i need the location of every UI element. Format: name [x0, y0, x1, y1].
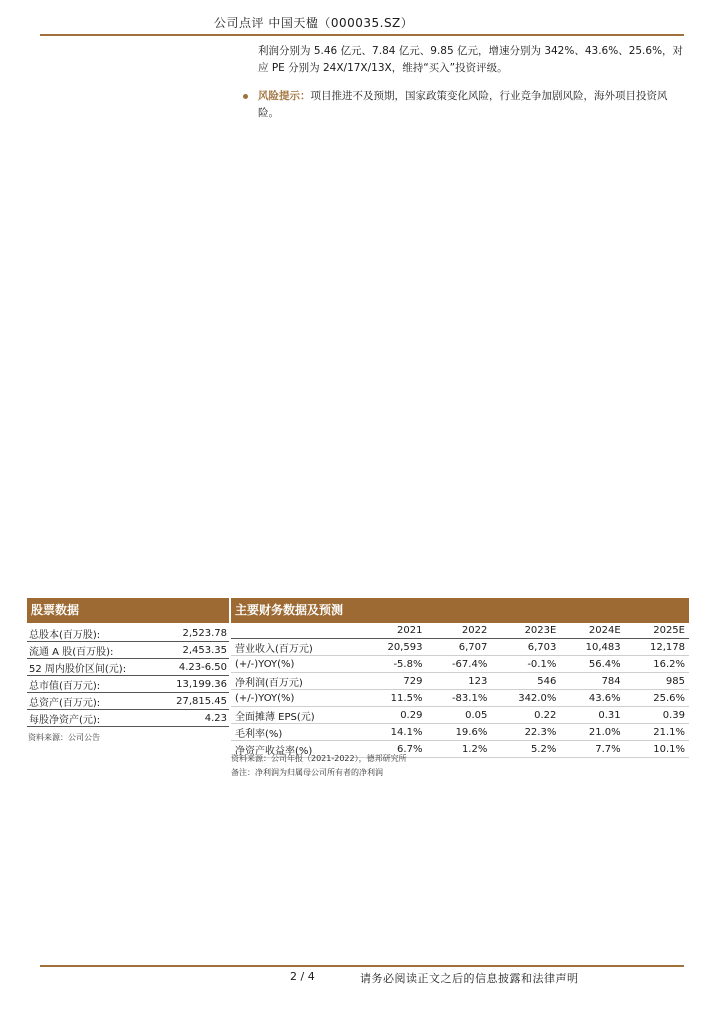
financial-row-label: (+/-)YOY(%) — [231, 656, 362, 673]
stock-row-value: 2,453.35 — [158, 642, 229, 659]
risk-label: 风险提示： — [258, 90, 311, 102]
financial-cell: 21.1% — [625, 724, 689, 741]
column-header: 2024E — [560, 622, 624, 639]
stock-row-label: 流通 A 股(百万股): — [27, 642, 158, 659]
financial-cell: 56.4% — [560, 656, 624, 673]
stock-row-label: 总资产(百万元): — [27, 693, 158, 710]
footer-disclaimer: 请务必阅读正文之后的信息披露和法律声明 — [360, 972, 579, 985]
stock-data-table — [27, 625, 229, 727]
financial-cell: 729 — [362, 673, 426, 690]
page-number: 2 / 4 — [290, 970, 315, 983]
financial-row-label: 净资产收益率(%) — [231, 741, 362, 758]
footer-divider — [40, 965, 684, 967]
report-header-title: 公司点评 中国天楹（000035.SZ） — [214, 16, 414, 30]
financial-cell: -67.4% — [426, 656, 491, 673]
financials-note: 备注：净利润为归属母公司所有者的净利润 — [231, 768, 383, 777]
table-row — [231, 673, 689, 690]
financial-cell: 43.6% — [560, 690, 624, 707]
financial-cell: 6.7% — [362, 741, 426, 758]
financial-cell: -83.1% — [426, 690, 491, 707]
financial-cell: 5.2% — [491, 741, 560, 758]
financial-cell: -0.1% — [491, 656, 560, 673]
financial-cell: 1.2% — [426, 741, 491, 758]
risk-text: 项目推进不及预期，国家政策变化风险，行业竞争加剧风险，海外项目投资风险。 — [258, 90, 668, 119]
financials-source: 资料来源：公司年报（2021-2022），德邦研究所 — [231, 754, 407, 763]
financial-cell: 784 — [560, 673, 624, 690]
financial-cell: 20,593 — [362, 639, 426, 656]
financial-cell: 21.0% — [560, 724, 624, 741]
table-row — [27, 693, 229, 710]
financial-cell: 25.6% — [625, 690, 689, 707]
stock-row-label: 每股净资产(元): — [27, 710, 158, 727]
financial-cell: 16.2% — [625, 656, 689, 673]
financial-cell: 342.0% — [491, 690, 560, 707]
financial-row-label: 净利润(百万元) — [231, 673, 362, 690]
financial-cell: 11.5% — [362, 690, 426, 707]
column-header: 2023E — [491, 622, 560, 639]
table-row — [27, 659, 229, 676]
financial-cell: 0.29 — [362, 707, 426, 724]
financial-cell: -5.8% — [362, 656, 426, 673]
table-row — [27, 710, 229, 727]
investment-summary-paragraph: 利润分别为 5.46 亿元、7.84 亿元、9.85 亿元，增速分别为 342%、43.6%、25.6%，对应 PE 分别为 24X/17X/13X，维持“买入”投资评级。 — [258, 45, 684, 74]
financial-cell: 10.1% — [625, 741, 689, 758]
header-divider — [40, 34, 684, 36]
table-row — [27, 625, 229, 642]
financial-row-label: (+/-)YOY(%) — [231, 690, 362, 707]
column-header: 2025E — [625, 622, 689, 639]
financial-cell: 0.39 — [625, 707, 689, 724]
column-header — [231, 622, 362, 639]
financial-cell: 546 — [491, 673, 560, 690]
table-row — [27, 642, 229, 659]
financial-cell: 14.1% — [362, 724, 426, 741]
financial-cell: 10,483 — [560, 639, 624, 656]
stock-row-label: 总市值(百万元): — [27, 676, 158, 693]
financial-row-label: 毛利率(%) — [231, 724, 362, 741]
stock-data-title: 股票数据 — [27, 598, 229, 623]
bullet-icon — [243, 94, 248, 99]
financial-cell: 0.05 — [426, 707, 491, 724]
stock-row-value: 27,815.45 — [158, 693, 229, 710]
table-row — [231, 656, 689, 673]
stock-row-label: 52 周内股价区间(元): — [27, 659, 158, 676]
stock-row-value: 13,199.36 — [158, 676, 229, 693]
column-header: 2021 — [362, 622, 426, 639]
financial-row-label: 全面摊薄 EPS(元) — [231, 707, 362, 724]
stock-data-source: 资料来源：公司公告 — [28, 733, 100, 742]
financial-row-label: 营业收入(百万元) — [231, 639, 362, 656]
table-row — [27, 676, 229, 693]
financial-cell: 19.6% — [426, 724, 491, 741]
table-row — [231, 707, 689, 724]
stock-row-value: 2,523.78 — [158, 625, 229, 642]
financial-cell: 22.3% — [491, 724, 560, 741]
financial-cell: 6,707 — [426, 639, 491, 656]
financials-title: 主要财务数据及预测 — [231, 598, 689, 623]
stock-row-label: 总股本(百万股): — [27, 625, 158, 642]
column-header: 2022 — [426, 622, 491, 639]
financials-table — [231, 622, 689, 758]
financial-cell: 0.22 — [491, 707, 560, 724]
table-row — [231, 724, 689, 741]
financial-cell: 12,178 — [625, 639, 689, 656]
financial-cell: 0.31 — [560, 707, 624, 724]
financial-cell: 7.7% — [560, 741, 624, 758]
stock-row-value: 4.23 — [158, 710, 229, 727]
financial-cell: 123 — [426, 673, 491, 690]
stock-row-value: 4.23-6.50 — [158, 659, 229, 676]
financial-cell: 985 — [625, 673, 689, 690]
financial-cell: 6,703 — [491, 639, 560, 656]
table-row — [231, 639, 689, 656]
table-row — [231, 690, 689, 707]
risk-paragraph — [258, 88, 688, 122]
